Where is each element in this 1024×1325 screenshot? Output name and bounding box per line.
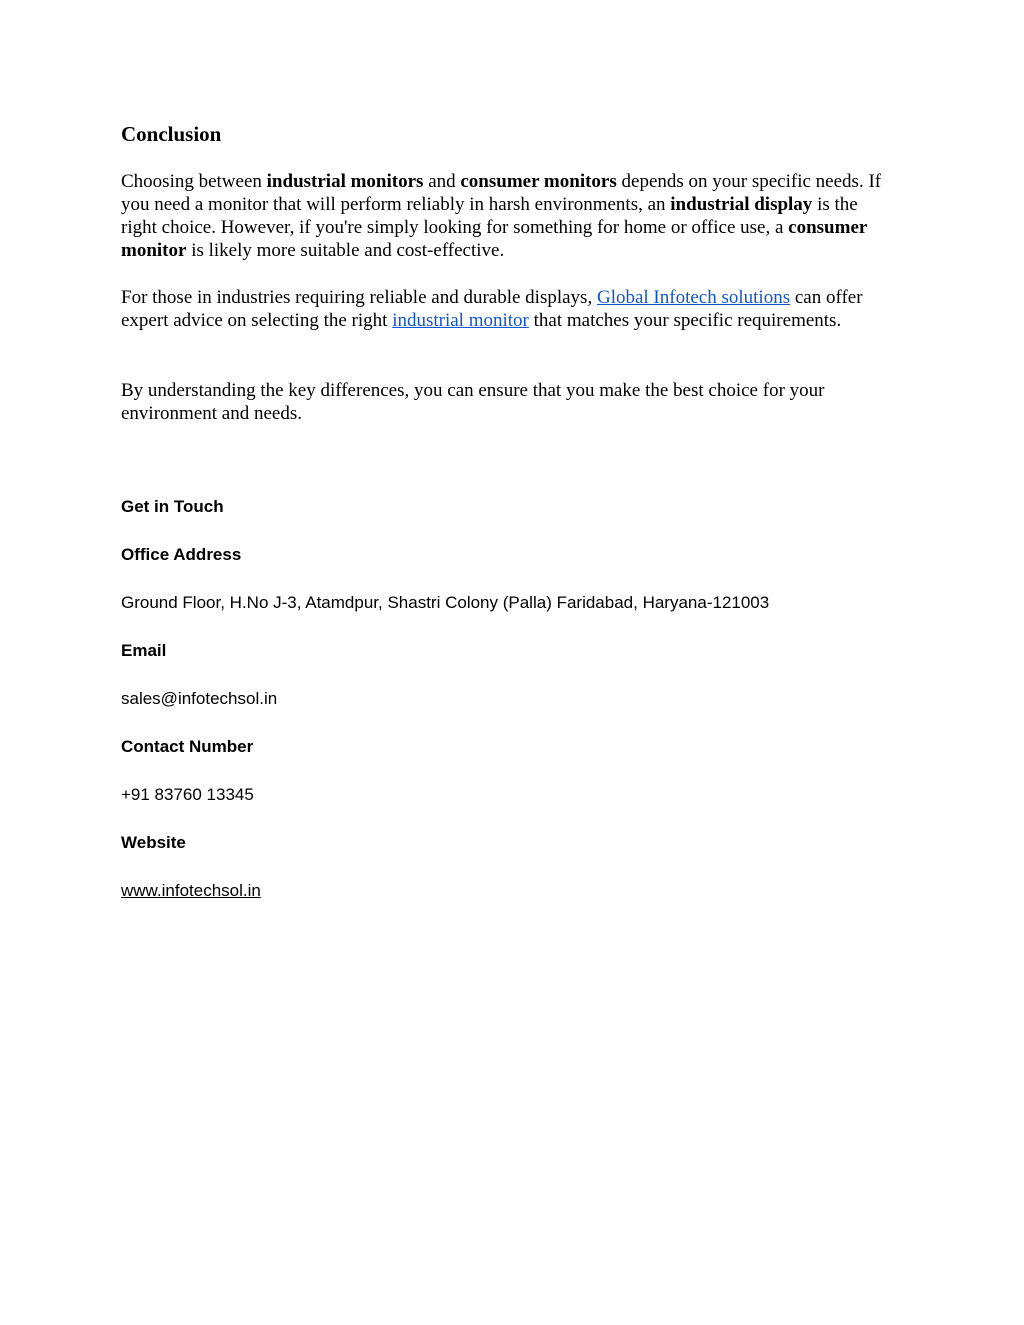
website-link[interactable]: www.infotechsol.in xyxy=(121,881,261,900)
global-infotech-link[interactable]: Global Infotech solutions xyxy=(596,287,791,308)
conclusion-paragraph-1 xyxy=(121,170,896,262)
p1-bold-consumer-monitors: consumer monitors xyxy=(460,171,617,192)
website-label: Website xyxy=(121,833,186,852)
p1-bold-consumer-monitor: consumer monitor xyxy=(121,217,867,261)
office-address-value: Ground Floor, H.No J-3, Atamdpur, Shastri Colony (Palla) Faridabad, Haryana-121003 xyxy=(121,593,770,612)
p1-text-5: is likely more suitable and cost-effective. xyxy=(186,240,505,261)
email-value: sales@infotechsol.in xyxy=(121,689,278,708)
contact-number-label: Contact Number xyxy=(121,737,254,756)
conclusion-heading: Conclusion xyxy=(121,122,222,146)
p2-text-1: For those in industries requiring reliable and durable displays, xyxy=(121,287,597,308)
conclusion-paragraph-3: By understanding the key differences, you can ensure that you make the best choice for your environment and needs. xyxy=(121,380,825,424)
office-address-label: Office Address xyxy=(121,545,242,564)
industrial-monitor-link[interactable]: industrial monitor xyxy=(392,310,529,331)
p2-text-2: can offer expert advice on selecting the right xyxy=(121,287,863,331)
contact-number-value: +91 83760 13345 xyxy=(121,785,254,804)
p1-bold-industrial-monitors: industrial monitors xyxy=(266,171,424,192)
p1-bold-industrial-display: industrial display xyxy=(670,194,813,215)
p1-text-1: Choosing between xyxy=(121,171,267,192)
p1-text-4: is the right choice. However, if you're simply looking for something for home or office use, a xyxy=(121,194,858,238)
p1-text-2: and xyxy=(423,171,461,192)
p1-text-3: depends on your specific needs. If you need a monitor that will perform reliably in harsh environments, an xyxy=(121,171,882,215)
get-in-touch-heading: Get in Touch xyxy=(121,497,224,516)
p2-text-3: that matches your specific requirements. xyxy=(528,310,842,331)
conclusion-paragraph-2 xyxy=(121,286,896,332)
email-label: Email xyxy=(121,641,167,660)
